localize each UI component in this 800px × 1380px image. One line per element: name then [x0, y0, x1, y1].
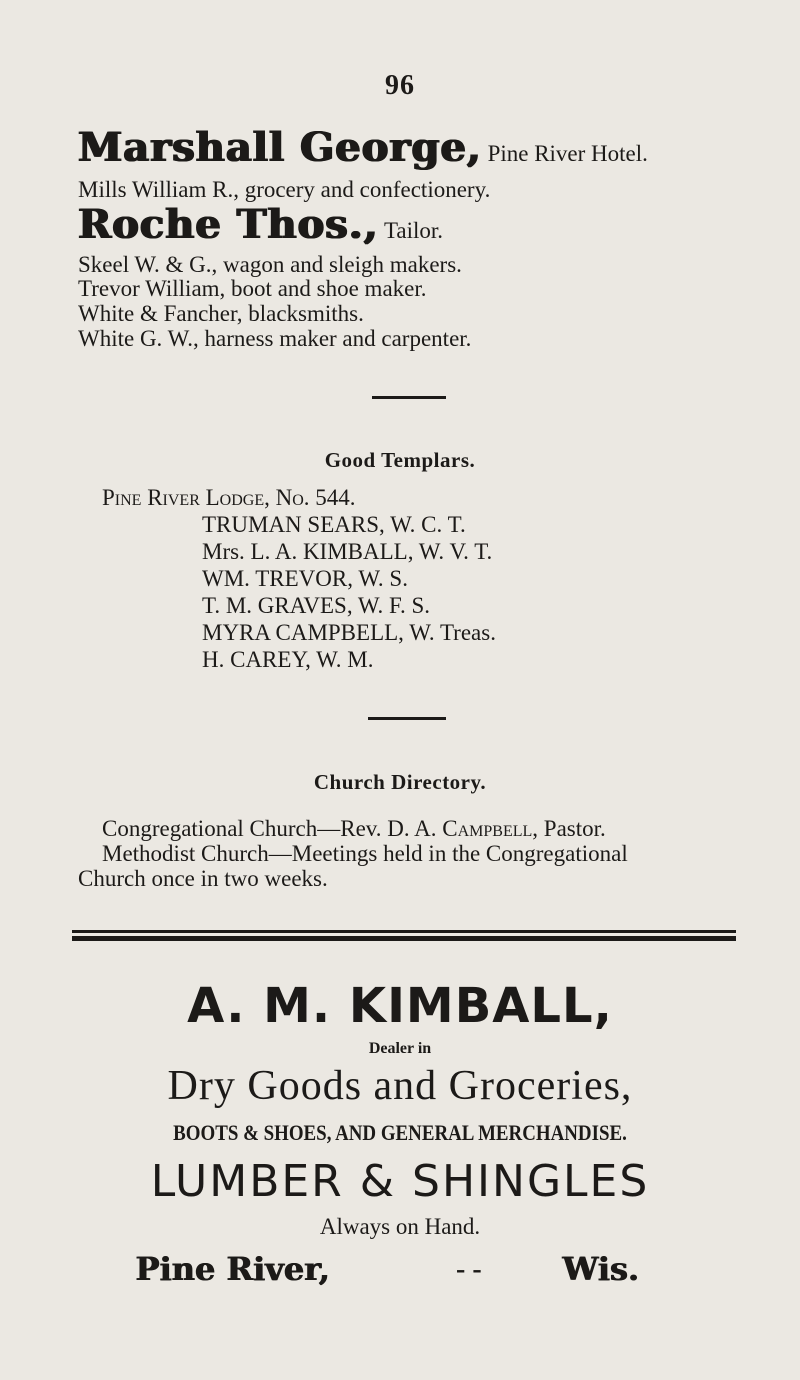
ad-dashes: - - — [456, 1254, 482, 1285]
ad-dealer: Dealer in — [368, 1040, 432, 1057]
double-rule-top — [72, 930, 736, 933]
listing-detail: Tailor. — [383, 218, 444, 243]
ad-state: Wis. — [562, 1250, 639, 1288]
listing-white-gw: White G. W., harness maker and carpenter. — [78, 326, 472, 351]
templars-heading: Good Templars. — [324, 448, 476, 472]
lodge-name: Pine River Lodge, No. 544. — [102, 485, 356, 510]
listing-name: Marshall George, — [78, 124, 482, 171]
officer-6: H. CAREY, W. M. — [202, 647, 374, 672]
listing-mills: Mills William R., grocery and confectionery. — [78, 177, 491, 202]
ad-goods: Dry Goods and Groceries, — [167, 1063, 633, 1109]
section-divider — [368, 717, 446, 720]
ad-town: Pine River, — [135, 1250, 330, 1288]
ad-lumber: LUMBER & SHINGLES — [150, 1156, 650, 1207]
officer-4: T. M. GRAVES, W. F. S. — [202, 593, 431, 618]
listing-roche — [78, 201, 444, 248]
ad-always: Always on Hand. — [319, 1214, 481, 1239]
church-line-1-suffix: , Pastor. — [532, 816, 606, 841]
double-rule-bottom — [72, 936, 736, 941]
officer-3: WM. TREVOR, W. S. — [202, 566, 408, 591]
listing-detail: Pine River Hotel. — [487, 141, 648, 166]
church-line-2: Methodist Church—Meetings held in the Congregational — [102, 841, 628, 866]
section-divider — [372, 396, 446, 399]
page-number: 96 — [385, 70, 415, 101]
pastor-name: Campbell — [442, 816, 533, 841]
ad-merchandise: BOOTS & SHOES, AND GENERAL MERCHANDISE. — [173, 1120, 627, 1145]
officer-1: TRUMAN SEARS, W. C. T. — [202, 512, 466, 537]
officer-2: Mrs. L. A. KIMBALL, W. V. T. — [202, 539, 493, 564]
church-heading: Church Directory. — [313, 770, 487, 794]
listing-white-fancher: White & Fancher, blacksmiths. — [78, 301, 364, 326]
listing-marshall — [78, 124, 648, 171]
officer-5: MYRA CAMPBELL, W. Treas. — [202, 620, 496, 645]
church-line-1-prefix: Congregational Church—Rev. D. A. — [102, 816, 443, 841]
listing-name: Roche Thos., — [78, 201, 379, 248]
ad-name: A. M. KIMBALL, — [187, 978, 613, 1034]
church-line-1 — [102, 817, 606, 840]
listing-trevor: Trevor William, boot and shoe maker. — [78, 276, 427, 301]
church-line-3: Church once in two weeks. — [78, 866, 328, 891]
listing-skeel: Skeel W. & G., wagon and sleigh makers. — [78, 252, 462, 277]
